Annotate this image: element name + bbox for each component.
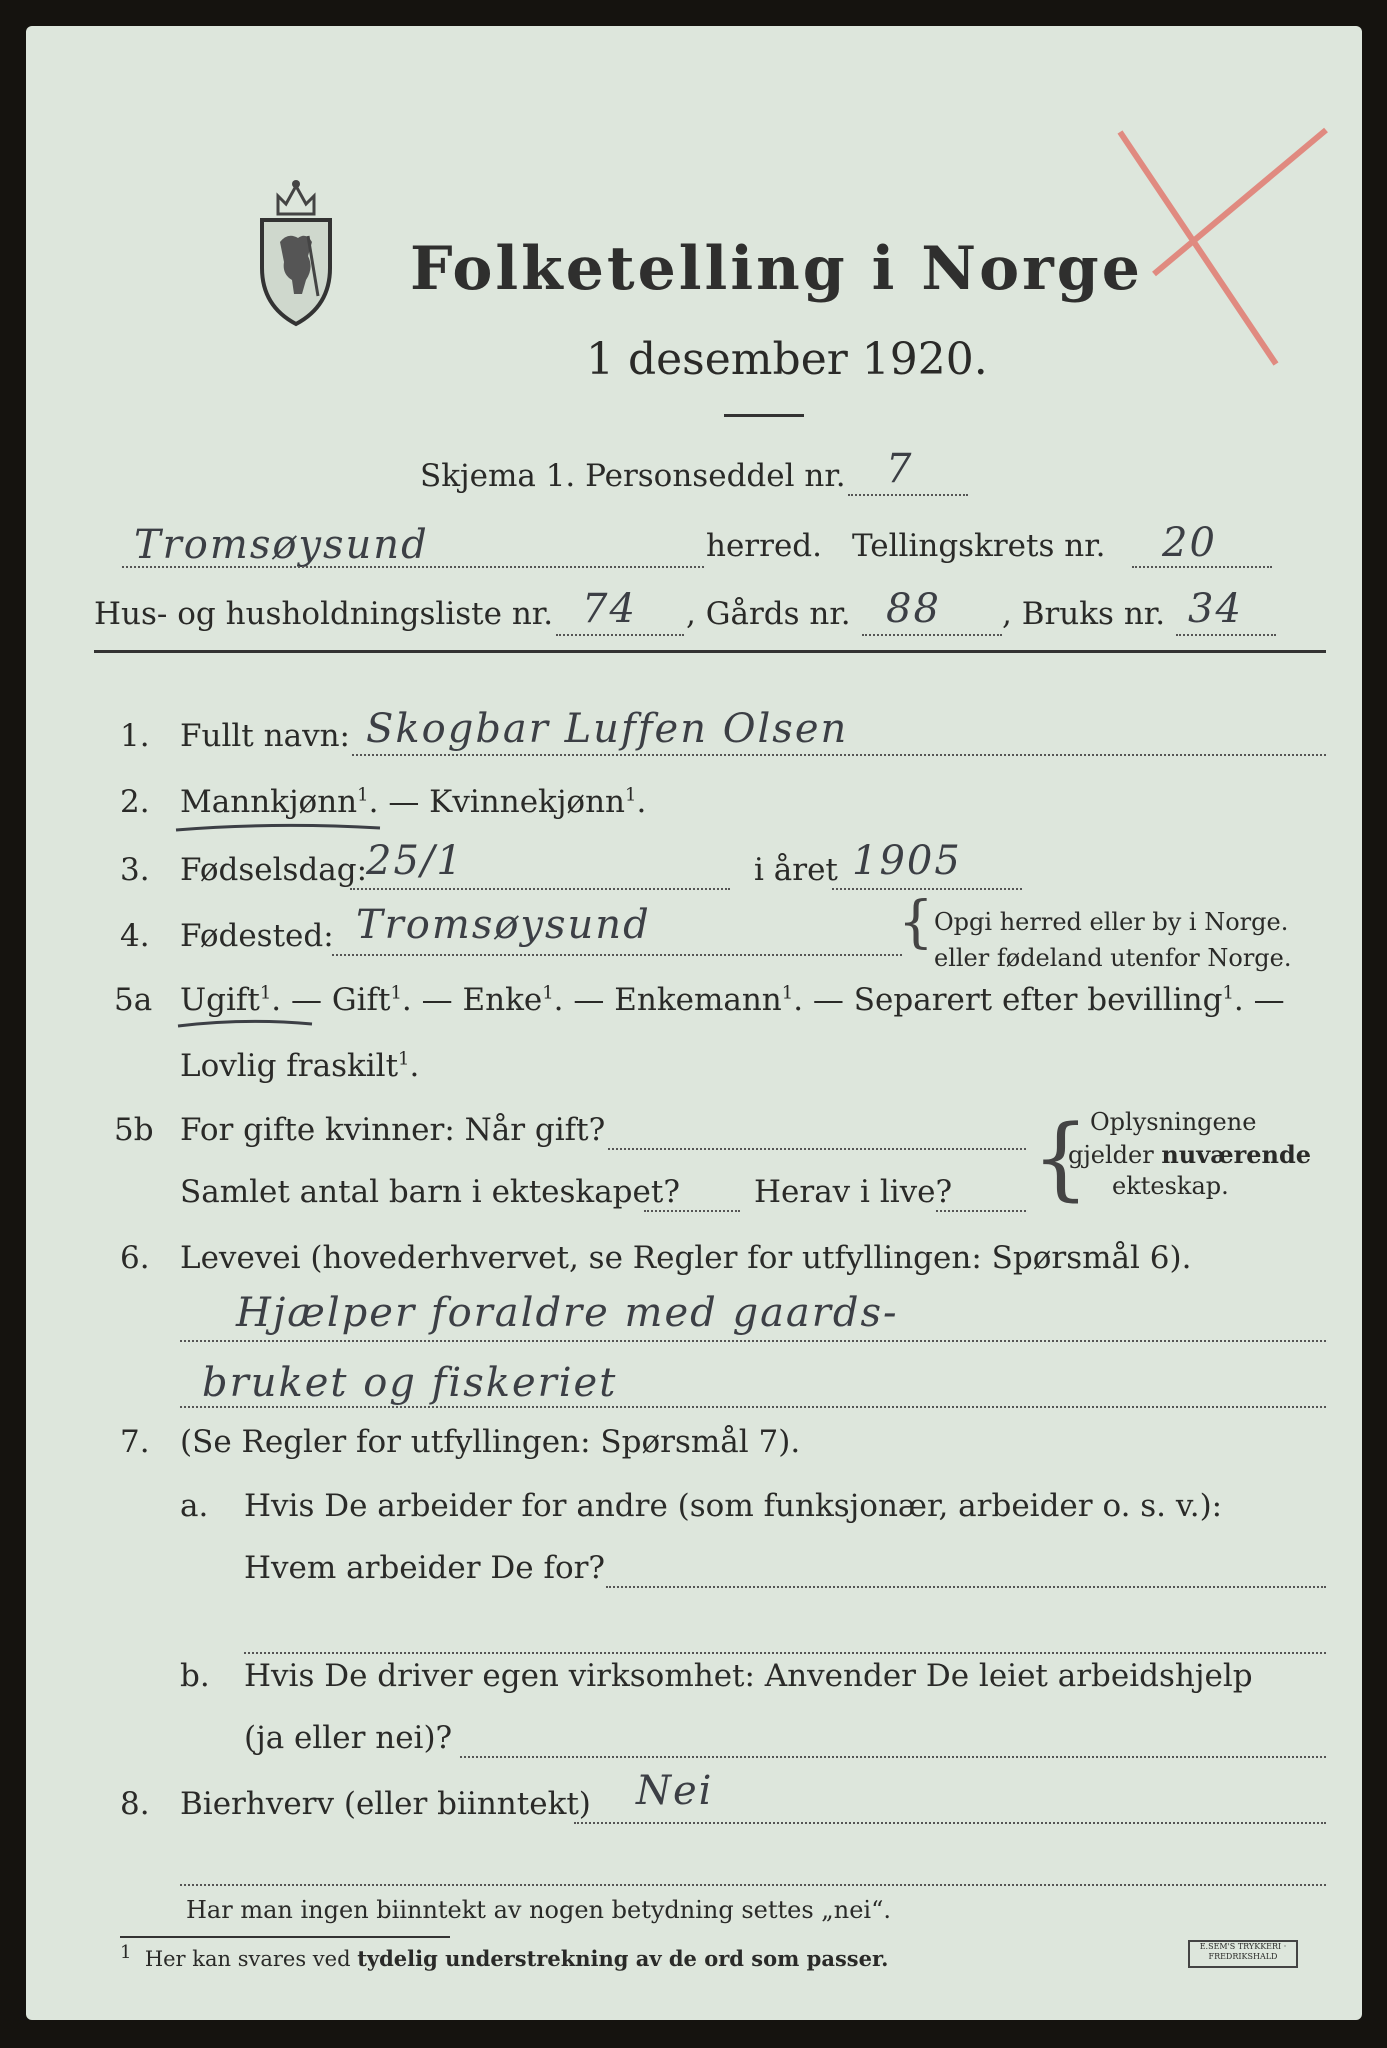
q1-value: Skogbar Luffen Olsen xyxy=(366,706,849,752)
header-divider xyxy=(94,650,1326,653)
herred-line xyxy=(122,566,704,568)
printer-stamp: E.SEM'S TRYKKERI · FREDRIKSHALD xyxy=(1188,1940,1298,1968)
personseddel-value: 7 xyxy=(886,446,914,492)
q7b-letter: b. xyxy=(180,1658,210,1694)
q6-label: Levevei (hovederhvervet, se Regler for utfyllingen: Spørsmål 6). xyxy=(180,1240,1192,1276)
q1-line xyxy=(352,754,1326,756)
q6-value-line-2: bruket og fiskeriet xyxy=(202,1360,618,1406)
personseddel-line xyxy=(848,494,968,496)
q5b-children-label: Samlet antal barn i ekteskapet? xyxy=(180,1174,680,1210)
tellingskrets-value: 20 xyxy=(1162,520,1217,566)
herred-label: herred. xyxy=(706,528,822,564)
q2-male-option: Mannkjønn xyxy=(180,784,358,820)
q6-number: 6. xyxy=(120,1240,150,1276)
q8-label: Bierhverv (eller biinntekt) xyxy=(180,1786,591,1822)
census-date: 1 desember 1920. xyxy=(586,334,988,385)
q7a-line-2 xyxy=(244,1652,1326,1654)
q2-label: Mannkjønn$^1$. — Kvinnekjønn$^1$. xyxy=(180,784,647,820)
census-form xyxy=(26,26,1362,2020)
form-title: Folketelling i Norge xyxy=(410,234,1143,304)
q4-brace: { xyxy=(898,890,934,955)
q6-line-1 xyxy=(180,1340,1326,1342)
schema-label: Skjema 1. Personseddel nr. xyxy=(420,458,846,494)
q1-number: 1. xyxy=(120,718,150,754)
q2-underline-mark xyxy=(174,820,384,840)
q5b-note-2: gjelder nuværende xyxy=(1068,1140,1312,1169)
q7-number: 7. xyxy=(120,1424,150,1460)
q5b-alive-label: Herav i live? xyxy=(754,1174,953,1210)
q8-line-1 xyxy=(574,1822,1326,1824)
q2-female-option: . — Kvinnekjønn xyxy=(368,784,626,820)
q4-note-1: Opgi herred eller by i Norge. xyxy=(934,908,1289,936)
q5a-divorced-option: Lovlig fraskilt$^1$. xyxy=(180,1048,420,1084)
q5b-label: For gifte kvinner: Når gift? xyxy=(180,1112,606,1148)
q7b-question: (ja eller nei)? xyxy=(244,1720,453,1756)
hus-label: Hus- og husholdningsliste nr. xyxy=(94,596,554,632)
q4-label: Fødested: xyxy=(180,918,334,954)
q5a-underline-mark xyxy=(176,1016,316,1036)
q5b-alive-line xyxy=(936,1210,1026,1212)
footnote-divider xyxy=(120,1936,450,1938)
gards-value: 88 xyxy=(886,586,941,632)
q4-note-2: eller fødeland utenfor Norge. xyxy=(934,944,1292,972)
q7a-question: Hvem arbeider De for? xyxy=(244,1550,606,1586)
gards-label: , Gårds nr. xyxy=(686,596,851,632)
coat-of-arms-icon xyxy=(248,176,344,328)
footer-note: Har man ingen biinntekt av nogen betydning settes „nei“. xyxy=(186,1896,891,1924)
q7a-letter: a. xyxy=(180,1488,209,1524)
q5b-note-3: ekteskap. xyxy=(1112,1172,1229,1200)
hus-value: 74 xyxy=(582,586,637,632)
q8-number: 8. xyxy=(120,1786,150,1822)
bruks-value: 34 xyxy=(1188,586,1243,632)
q3-year-label: i året xyxy=(754,852,838,888)
q3-label: Fødselsdag: xyxy=(180,852,368,888)
q6-value-line-1: Hjælper foraldre med gaards- xyxy=(236,1290,899,1336)
bruks-label: , Bruks nr. xyxy=(1002,596,1166,632)
q8-value: Nei xyxy=(636,1768,714,1814)
q7-label: (Se Regler for utfyllingen: Spørsmål 7). xyxy=(180,1424,801,1460)
q5a-unmarried-option: Ugift xyxy=(180,982,260,1018)
q1-label: Fullt navn: xyxy=(180,718,350,754)
q5a-options: Ugift$^1$. — Gift$^1$. — Enke$^1$. — Enkemann$^1$. — Separert efter bevilling$^1$. — xyxy=(180,982,1285,1018)
herred-value: Tromsøysund xyxy=(134,522,429,568)
q3-line xyxy=(350,888,730,890)
bruks-line xyxy=(1176,634,1276,636)
q8-line-2 xyxy=(180,1884,1326,1886)
title-divider xyxy=(724,414,804,417)
q6-line-2 xyxy=(180,1406,1326,1408)
q5a-number: 5a xyxy=(114,982,153,1018)
q5b-brace: { xyxy=(1032,1106,1090,1211)
q3-value: 25/1 xyxy=(366,838,464,884)
tellingskrets-label: Tellingskrets nr. xyxy=(852,528,1106,564)
q4-number: 4. xyxy=(120,918,150,954)
q5b-number: 5b xyxy=(114,1112,154,1148)
q3-number: 3. xyxy=(120,852,150,888)
q5b-children-line xyxy=(644,1210,740,1212)
q3-year-value: 1905 xyxy=(852,838,962,884)
gards-line xyxy=(862,634,1002,636)
q7a-text: Hvis De arbeider for andre (som funksjonær, arbeider o. s. v.): xyxy=(244,1488,1223,1524)
tellingskrets-line xyxy=(1132,566,1272,568)
q7a-line-1 xyxy=(606,1586,1326,1588)
q4-line xyxy=(332,954,902,956)
q4-value: Tromsøysund xyxy=(356,902,651,948)
q5b-line xyxy=(608,1148,1026,1150)
hus-line xyxy=(556,634,684,636)
red-cross-mark xyxy=(1106,116,1346,376)
q7b-line xyxy=(460,1756,1326,1758)
q5b-note-1: Oplysningene xyxy=(1090,1108,1257,1136)
footnote: 1 Her kan svares ved tydelig understrekning av de ord som passer. xyxy=(120,1942,889,1971)
q7b-text: Hvis De driver egen virksomhet: Anvender De leiet arbeidshjelp xyxy=(244,1658,1253,1694)
q2-number: 2. xyxy=(120,784,150,820)
